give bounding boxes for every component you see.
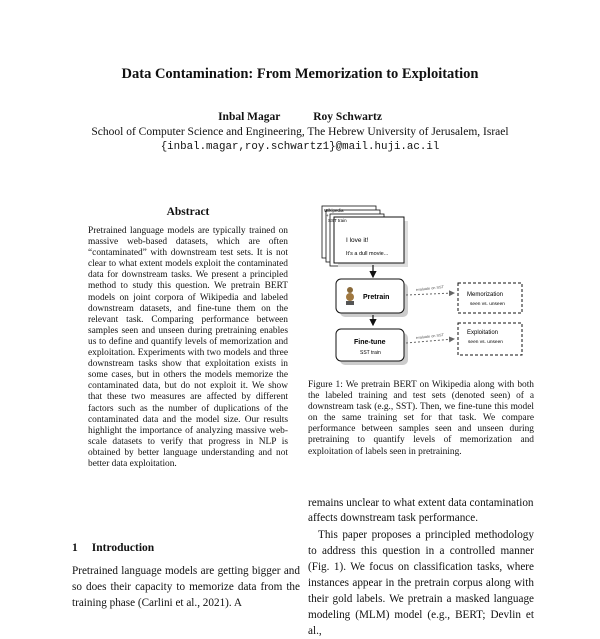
eval-arrow — [406, 293, 454, 295]
email-address: {inbal.magar,roy.schwartz1}@mail.huji.ac.il — [160, 141, 440, 153]
finetune-label: Fine-tune — [354, 339, 386, 346]
author-name: Inbal Magar — [218, 111, 281, 123]
document-stack — [322, 206, 408, 267]
memorization-title: Memorization — [467, 292, 504, 298]
author-list — [0, 111, 600, 123]
doc-label: I love it! — [346, 237, 369, 244]
section-heading — [72, 542, 154, 554]
eval-arrow — [406, 339, 454, 343]
arrow-label: evaluate on SST — [415, 285, 445, 292]
finetune-box — [336, 329, 408, 365]
doc-label: It's a dull movie... — [346, 251, 389, 257]
intro-text: Pretrained language models are getting bigger and so does their capacity to memorize data from the training phase (Carlini et al., 2021). A — [72, 565, 300, 609]
memorization-box — [458, 283, 522, 313]
affiliation: School of Computer Science and Engineering, The Hebrew University of Jerusalem, Israel — [91, 126, 509, 138]
pretrain-box — [336, 279, 408, 317]
exploitation-title: Exploitation — [467, 330, 499, 336]
memorization-sub: seen vs. unseen — [470, 302, 505, 307]
exploitation-sub: seen vs. unseen — [468, 340, 503, 345]
column-text: remains unclear to what extent data contamination affects downstream task performance. — [308, 497, 534, 524]
exploitation-box — [458, 323, 522, 355]
figure-diagram — [318, 203, 528, 373]
arrow-label: evaluate on SST — [415, 333, 445, 340]
pretrain-label: Pretrain — [363, 294, 390, 301]
author-name: Roy Schwartz — [313, 111, 382, 123]
section-number: 1 — [72, 542, 78, 554]
doc-text: + — [326, 213, 329, 218]
bert-icon — [346, 287, 354, 305]
column-paragraph: This paper proposes a principled methodology to address this question in a controlled manner (Fig. 1). We focus on classification tasks, where instances appear in the pretrain corpus along with their gold labels. We pretrain a masked language modeling (MLM) model (e.g., BERT; Devlin et al., — [308, 529, 534, 637]
figure-caption: Figure 1: We pretrain BERT on Wikipedia along with both the labeled training and test sets (denoted seen) of a downstream task (e.g., SST). Then, we fine-tune this model on the same training set for that task. We compare performance between samples seen and unseen during pretraining to quantify levels of memorization and exploitation of labels seen in pretraining. — [308, 380, 534, 457]
finetune-sub: SST train — [360, 350, 381, 356]
section-title: Introduction — [91, 542, 155, 554]
abstract-heading: Abstract — [166, 206, 210, 218]
abstract-text: Pretrained language models are typically trained on massive web-based datasets, which are often “contaminated” with downstream test sets. It is not clear to what extent models exploit the contaminated data for downstream tasks. We present a principled method to study this question. We pretrain BERT models on joint corpora of Wikipedia and labeled downstream datasets, and fine-tune them on the relevant task. Comparing performance between samples seen and unseen during pretraining enables us to define and quantify levels of memorization and exploitation. Experiments with two models and three downstream tasks show that exploitation exists in some cases, but in others the models memorize the contaminated data, but do not exploit it. We show that these two measures are affected by different factors such as the number of duplications of the contaminated data and the model size. Our results highlight the importance of analyzing massive web-scale datasets to verify that progress in NLP is obtained by better language understanding and not better data exploitation. — [88, 226, 288, 469]
paper-title: Data Contamination: From Memorization to Exploitation — [121, 66, 479, 82]
figure-1 — [318, 203, 528, 373]
doc-text: SST train — [328, 218, 347, 223]
doc-text: Wikipedia — [324, 208, 344, 213]
